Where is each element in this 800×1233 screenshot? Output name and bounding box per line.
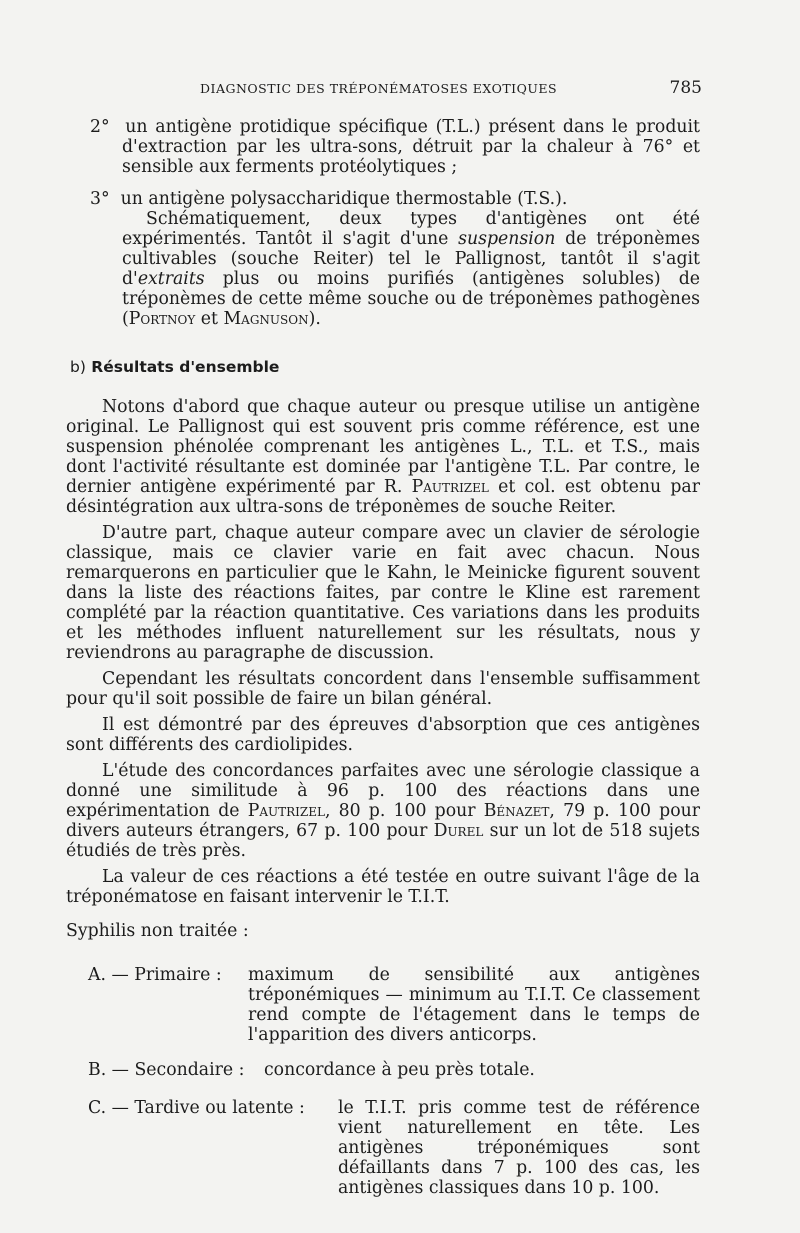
page-header [200,78,702,98]
author-name: Pautrizel [247,801,325,821]
section-title: Résultats d'ensemble [91,358,280,376]
author-name: Magnuson [223,309,309,329]
item-number: 2° [90,117,110,137]
section-heading [70,358,279,376]
author-name: Bénazet [483,801,550,821]
stage-text: le T.I.T. pris comme test de référence vient naturellement en tête. Les antigènes tréponémiques sont défaillants dans 7 p. 100 des cas, les antigènes classiques dans 10 p. 100. [338,1098,700,1198]
list-item [66,117,700,177]
emphasis: suspension [458,229,556,249]
list-item [66,189,700,209]
item-text: un antigène protidique spécifique (T.L.) présent dans le produit d'extraction par les ultra-sons, détruit par la chaleur à 76° et sensible aux ferments protéolytiques ; [122,117,700,177]
item-number: 3° [90,189,110,209]
syphilis-heading: Syphilis non traitée : [66,921,249,941]
author-name: Durel [433,821,484,841]
stage-label: B. — Secondaire : [88,1060,245,1080]
stage-label: A. — Primaire : [88,965,222,985]
paragraph: L'étude des concordances parfaites avec une sérologie classique a donné une similitude à 96 p. 100 des réactions dans une expérimentation de Pautrizel, 80 p. 100 pour Bénazet, 79 p. 100 pour divers auteurs étrangers, 67 p. 100 pour Durel sur un lot de 518 sujets étudiés de très près. [66,761,700,861]
top-list [66,117,700,329]
stage-text: concordance à peu près totale. [264,1060,535,1080]
paragraph: Cependant les résultats concordent dans l'ensemble suffisamment pour qu'il soit possible de faire un bilan général. [66,669,700,709]
paragraph: Notons d'abord que chaque auteur ou presque utilise un antigène original. Le Pallignost qui est souvent pris comme référence, est une suspension phénolée comprenant les antigènes L., T.L. et T.S., mais dont l'activité résultante est dominée par l'antigène T.L. Par contre, le dernier antigène expérimenté par R. Pautrizel et col. est obtenu par désintégration aux ultra-sons de tréponèmes de souche Reiter. [66,397,700,517]
stage-label: C. — Tardive ou latente : [88,1098,305,1118]
page-number: 785 [669,78,702,98]
paragraph: La valeur de ces réactions a été testée en outre suivant l'âge de la tréponématose en faisant intervenir le T.I.T. [66,867,700,907]
emphasis: extraits [137,269,205,289]
stage-text: maximum de sensibilité aux antigènes tréponémiques — minimum au T.I.T. Ce classement rend compte de l'étagement dans le temps de l'apparition des divers anticorps. [248,965,700,1045]
body-text [66,397,700,941]
paragraph: Il est démontré par des épreuves d'absorption que ces antigènes sont différents des cardiolipides. [66,715,700,755]
paragraph: D'autre part, chaque auteur compare avec un clavier de sérologie classique, mais ce clavier varie en fait avec chacun. Nous remarquerons en particulier que le Kahn, le Meinicke figurent souvent dans la liste des réactions faites, par contre le Kline est rarement complété par la réaction quantitative. Ces variations dans les produits et les méthodes influent naturellement sur les résultats, nous y reviendrons au paragraphe de discussion. [66,523,700,663]
item-text: un antigène polysaccharidique thermostable (T.S.). [120,189,568,209]
paragraph-schema: Schématiquement, deux types d'antigènes ont été expérimentés. Tantôt il s'agit d'une suspension de tréponèmes cultivables (souche Reiter) tel le Pallignost, tantôt il s'agit d'extraits plus ou moins purifiés (antigènes solubles) de tréponèmes de cette même souche ou de tréponèmes pathogènes (Portnoy et Magnuson). [122,209,701,329]
author-name: Pautrizel [411,477,489,497]
running-title: DIAGNOSTIC DES TRÉPONÉMATOSES EXOTIQUES [200,81,558,96]
author-name: Portnoy [128,309,196,329]
section-letter: b) [70,358,86,376]
